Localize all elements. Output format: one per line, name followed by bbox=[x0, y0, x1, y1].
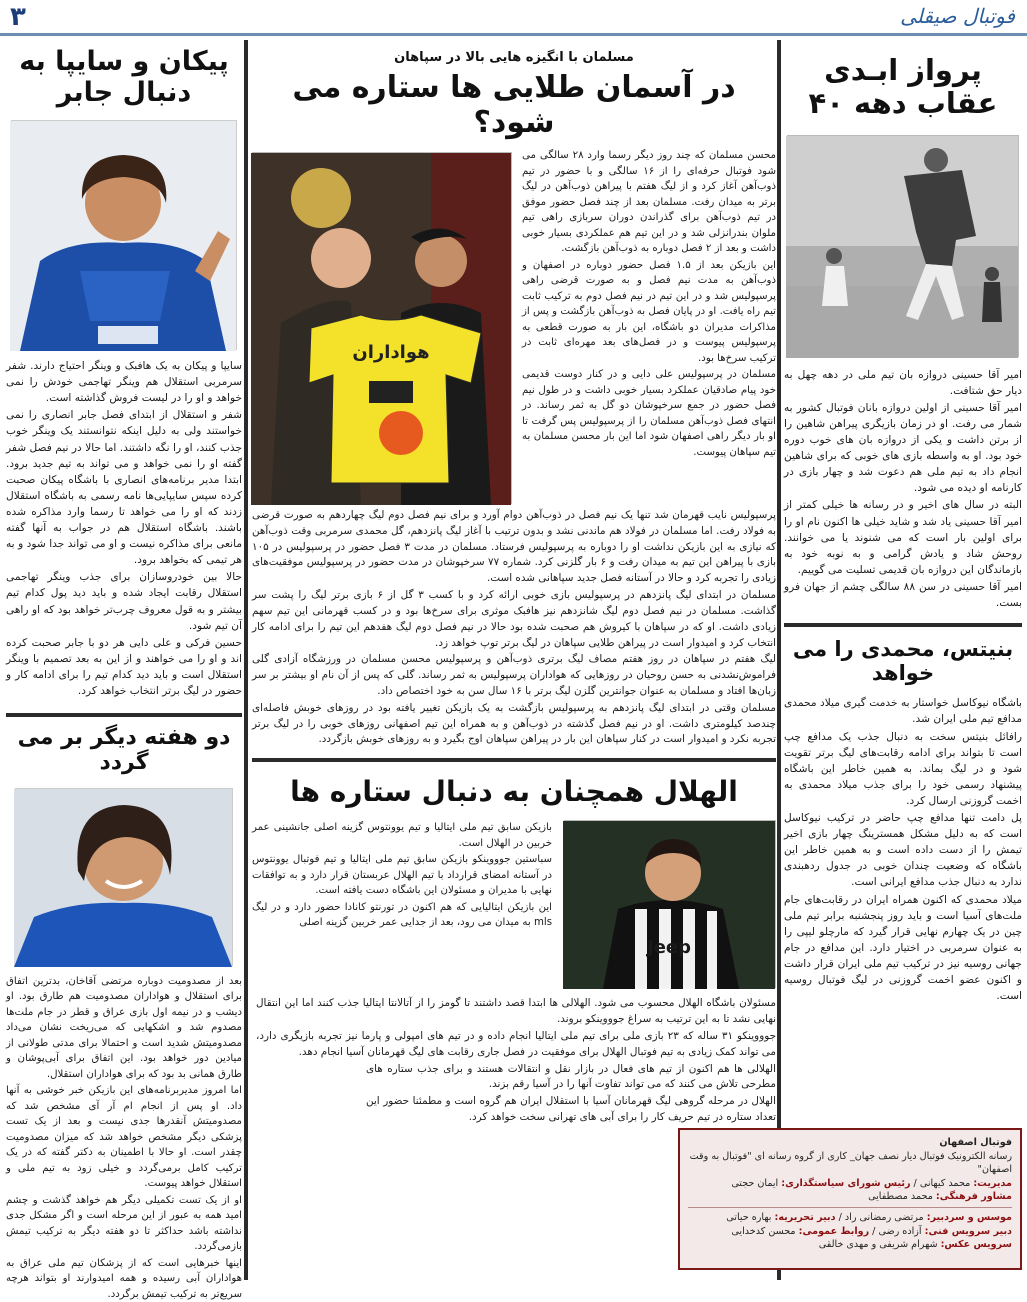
story-body-peykan-saipa bbox=[6, 358, 242, 699]
credits-label: سرویس عکس: bbox=[940, 1239, 1012, 1251]
top-bar bbox=[0, 0, 1027, 36]
paragraph: مسلمان وقتی در ابتدای لیگ پانزدهم به پرسپولیس بازگشت به یک بازیکن تغییر یافته بود در روزهای خوبش فاصله‌ای چندصد کیلومتری داشت. او در نیم فصل گذشته در ذوب‌آهن و به همراه این تیم اصفهانی روزهای خوبی را در لیگ برتر تجربه نکرد و امیدوار است در کنار سپاهان این بار در پیراهن سپاهان اوج بگیرد و به روزهای خوبش بازگردد. bbox=[252, 701, 776, 746]
section-divider bbox=[784, 623, 1022, 627]
credits-title: فوتبال اصفهان bbox=[939, 1137, 1012, 1148]
credits-value: مرتضی رمضانی راد bbox=[844, 1212, 924, 1224]
photo-jaber-ansari bbox=[11, 120, 237, 350]
masthead-credits-box bbox=[678, 1128, 1022, 1270]
paragraph: سایپا و پیکان به یک هافبک و وینگر احتیاج دارند. شفر سرمربی استقلال هم وینگر تهاجمی خودش را نمی خواهد و او را در لیست فروش گذاشته است. bbox=[6, 360, 242, 405]
paragraph: بعد از مصدومیت دوباره مرتضی آقاخان، بدترین اتفاق برای استقلال و هواداران مصدومیت هم طارق بود. او دیشب و در نیمه اول بازی عراق و قطر در جام ملت‌ها مصدوم شد و اشکهایی که می‌ریخت نشان می‌داد مصدومیتش شدید است و احتمالا برای مدتی طولانی از میادین دور خواهد بود. این اتفاق برای آبی‌پوشان و طارق همانی بد بود که برای هواداران استقلال. bbox=[6, 975, 242, 1080]
player-blue-kit-illustration bbox=[10, 121, 236, 351]
photo-giovinco bbox=[564, 820, 776, 988]
paragraph: اینها خبرهایی است که از پزشکان تیم ملی عراق به هواداران آبی رسیده و همه امیدوارند او بتواند هرچه سریع‌تر به ترکیب تیمش برگردد. bbox=[6, 1257, 242, 1300]
vintage-match-illustration bbox=[786, 136, 1018, 358]
credits-photo-row bbox=[688, 1238, 1012, 1252]
credits-value: بهاره حیاتی bbox=[726, 1212, 772, 1224]
paragraph: مسلمان در پرسپولیس علی دایی و در کنار دوست قدیمی خود پیام صادقیان عملکرد بسیار خوبی داشت و در طول نیم فصل حضور در جمع سرخپوشان دو گل به ثمر رساند. در انتهای فصل ذوب‌آهن مسلمان را از پرسپولیس پس گرفت تا او بار دیگر راهی اصفهان شود اما این بار محسن مسلمان به تیم سپاهان پیوست. bbox=[522, 369, 776, 458]
story-headline-alhilal: الهلال همچنان به دنبال ستاره ها bbox=[290, 775, 738, 809]
paragraph: پل دامت تنها مدافع چپ حاضر در ترکیب نیوکاسل است که به دلیل مشکل همسترینگ چهار بازی اخیر تیمش را از دست داده است و به همین خاطر این باشگاه که وضعیت چندان خوبی در جدول ردهبندی ندارد به دنبال جذب مدافع ایرانی است. bbox=[784, 812, 1022, 889]
story-body-moslemaan-beside bbox=[522, 148, 776, 461]
paragraph: الهلال در مرحله گروهی لیگ قهرمانان آسیا با استقلال ایران هم گروه است و مطمئنا حضور این تعداد ستاره در تیم حریف کار را برای آبی های تهرانی سخت خواهد کرد. bbox=[366, 1095, 776, 1124]
story-headline-two-weeks: دو هفته دیگر بر می گردد bbox=[17, 725, 231, 776]
paragraph: امیر آقا حسینی دروازه بان تیم ملی در دهه چهل به دیار حق شتافت. bbox=[784, 368, 1022, 397]
paragraph: باشگاه نیوکاسل خواستار به خدمت گیری میلاد محمدی مدافع تیم ملی ایران شد. bbox=[784, 697, 1022, 726]
paragraph: حالا بین خودروسازان برای جذب وینگر تهاجمی استقلال رقابت ایجاد شده و باید دید پول کدام تیم بیشتر و به قول معروف چرب‌تر خواهد بود که او راهی آن تیم شود. bbox=[6, 571, 242, 632]
credits-label: دبیر تحریریه: bbox=[774, 1212, 836, 1224]
credits-value: محمد کیهانی bbox=[919, 1177, 971, 1189]
credits-value: محمد مصطفایی bbox=[868, 1191, 933, 1203]
credits-label: مدیریت: bbox=[973, 1177, 1012, 1189]
paragraph: امیر آقا حسینی از اولین دروازه بانان فوتبال کشور به شمار می رفت. او در زمان بازیگری پیراهن شاهین را از برتن داشت و یکی از دروازه بان های خوب دوره خود بود. او به واسطه بازی های خوبی که برای شاهین انجام داد به تیم ملی هم دعوت شد و چهار بازی در کارنامه او دیده می شود. bbox=[784, 401, 1022, 495]
credits-cultural-row bbox=[688, 1190, 1012, 1204]
paragraph: رافائل بنیتس سخت به دنبال جذب یک مدافع چپ است تا بتواند برای ادامه رقابت‌های لیگ برتر تقویت شود و در لیگ بماند. به همین خاطر این باشگاه پیشنهاد رسمی خود را برای جذب میلاد محمدی به اخمت گروزنی ارسال کرد. bbox=[784, 730, 1022, 807]
column-divider-right bbox=[777, 40, 781, 1280]
credits-value: ایمان حجتی bbox=[731, 1177, 779, 1189]
paragraph: جوووینکو ۳۱ ساله که ۲۳ بازی ملی برای تیم ملی ایتالیا انجام داده و در تیم های امپولی و پارما نیز تجربه بازیگری دارد، می تواند کمک زیادی به تیم فوتبال الهلال برای موفقیت در فصل جاری رقابت های لیگ قهرمانان آسیا انجام دهد. bbox=[256, 1030, 777, 1058]
credits-value: محسن کدخدایی bbox=[731, 1225, 796, 1237]
paragraph: محسن مسلمان که چند روز دیگر رسما وارد ۲۸ سالگی می شود فوتبال حرفه‌ای را از ۱۶ سالگی و با حضور در تیم ذوب‌آهن آغاز کرد و از لیگ هفتم با پیراهن ذوب‌آهن در لیگ برتر به میدان رفت. مسلمان بعد از چند فصل حضور موفق در تیم ذوب‌آهن برای گذراندن دوران سربازی راهی تیم ملوان بندرانزلی شد و در این تیم هم عملکردی بسیار خوبی داشت و بعد از ۲ فصل دوباره به ذوب‌آهن بازگشت. bbox=[522, 150, 776, 254]
paragraph: این بازیکن ایتالیایی که هم اکنون در تورنتو کانادا حضور دارد و در لیگ mls به میدان می رود، بعد از جدایی عمر خربین گزینه اصلی bbox=[252, 901, 552, 929]
player-portrait-illustration bbox=[14, 789, 232, 967]
photo-vintage-goalkeeper bbox=[787, 135, 1019, 357]
paragraph: لیگ هفتم در سپاهان در روز هفتم مصاف لیگ برتری ذوب‌آهن و پرسپولیس محسن مسلمان در ورزشگاه آزادی گلی فراموش‌نشدنی به حسن روحیان در روزهایی که هواداران پرسپولیس به ثمر رساند. گلی که پس از آن نام او بیشتر بر سر زبان‌ها افتاد و مسلمان به عنوان جوانترین گلزن لیگ برتر با ۱۶ سال سن به خود اختصاص داد. bbox=[252, 653, 776, 697]
credits-label: رئیس شورای سیاستگذاری: bbox=[781, 1177, 911, 1189]
story-block-moslemaan bbox=[252, 148, 776, 508]
photo-sardar-azmoun bbox=[15, 788, 233, 966]
jersey-sponsor-text: Jeep bbox=[647, 937, 691, 959]
paragraph: اما امروز مدیربرنامه‌های این بازیکن خبر خوشی به آنها داد. او پس از انجام ام آر آی مشخص شد که مصدومیتش آنقدرها جدی نیست و بعد از یک تست پزشکی دیگر مشخص خواهد شد که میزان مصدومیت چقدر است. او حالا با اطمینان به دکتر گفته که در یک ترکیب کامل برمی‌گردد و خیلی زود به تیم ملی و استقلال خواهد پیوست. bbox=[6, 1085, 242, 1190]
credits-value: آزاده رضی bbox=[878, 1225, 922, 1237]
left-column bbox=[6, 40, 242, 1300]
story-body-two-weeks bbox=[6, 974, 242, 1302]
brand-logo: فوتبال صیقلی bbox=[900, 4, 1015, 28]
story-body-alhilal-beside bbox=[252, 820, 552, 932]
paragraph: امیر آقا حسینی در سن ۸۸ سالگی چشم از جهان فرو بست. bbox=[784, 580, 1022, 609]
alhilal-tail-block bbox=[366, 1062, 776, 1126]
credits-tech-row: دبیر سرویس فنی: آزاده رضی / روابط عمومی: محسن کدخدایی bbox=[731, 1225, 1012, 1237]
credits-label: دبیر سرویس فنی: bbox=[924, 1225, 1012, 1237]
story-body-benitez bbox=[784, 695, 1022, 1004]
story-kicker-moslemaan: مسلمان با انگیزه هایی بالا در سپاهان bbox=[394, 50, 634, 65]
page-number: ۳ bbox=[10, 2, 26, 32]
paragraph: البته در سال های اخیر و در رسانه ها خیلی کمتر از امیر آقا حسینی یاد شد و شاید خیلی ها اکنون نام او را برای اولین بار است که می شنوند یا می خوانند. روحش شاد و یادش گرامی و به نوبه خود به بازماندگان این دروازه بان قدیمی تسلیت می گوییم. bbox=[784, 499, 1022, 576]
paragraph: پرسپولیس نایب قهرمان شد تنها یک نیم فصل در ذوب‌آهن دوام آورد و برای نیم فصل دوم لیگ چهاردهم به صورت قرضی به فولاد رفت. اما مسلمان در فولاد هم ماندنی نشد و بدون ترتیب با آغاز لیگ پانزدهم، گل محمدی سرمربی وقت ذوب‌آهن که نیازی به این بازیکن نداشت او را دوباره به پرسپولیس فرستاد. مسلمان در مدت ۳ فصل حضور در پرسپولیس در ۱۰۵ بازی با پیراهن این تیم به میدان رفت و ۶ بار گلزنی کرد. شماره ۷۷ سرخپوشان در مدت حضور در پرسپولیس موفقیت‌های زیادی را تجربه کرد و حالا در آستانه فصل جدید سپاهانی شده است. bbox=[252, 509, 777, 585]
paragraph: حسین فرکی و علی دایی هر دو با جابر صحبت کرده اند و او را می خواهند و از این به بعد تصمیم با وینگر استقلال است و باید دید کدام تیم را برای ادامه کار و حضور در لیگ برتر انتخاب خواهد کرد. bbox=[6, 636, 242, 697]
player-juventus-illustration bbox=[563, 821, 775, 989]
section-divider bbox=[252, 758, 776, 762]
story-headline-moslemaan: در آسمان طلایی ها ستاره می شود؟ bbox=[292, 70, 736, 140]
section-divider bbox=[6, 713, 242, 717]
paragraph: میلاد محمدی که اکنون همراه ایران در رقابت‌های جام ملت‌های آسیا است و باید روز پنجشنبه برابر تیم ملی چین در یک چهارم نهایی قرار گیرد که مارچلو لیپی را به عنوان سرمربی در اختیار دارد. این مدافع در جام جهانی روسیه نیز در ترکیب تیم ملی ایران قرار داشت و اکنون عضو اخمت گروزنی در لیگ فوتبال روسیه است. bbox=[784, 893, 1022, 1003]
credits-editor-row: موسس و سردبیر: مرتضی رمضانی راد / دبیر تحریریه: بهاره حیاتی bbox=[726, 1212, 1012, 1224]
paragraph: این بازیکن بعد از ۱.۵ فصل حضور دوباره در اصفهان و ذوب‌آهن به مدت نیم فصل و به صورت قرضی راهی پرسپولیس شد و در این تیم در نیم فصل دوم به ترکیب ثابت تیم راه یافت. او در پایان فصل به ذوب‌آهن بازگشت و پس از مذاکرات مدیران دو باشگاه، این بار به صورت قطعی به پرسپولیس پیوست و در فصل‌های بعد مهره‌ای ثابت در ترکیب سرخ‌ها بود. bbox=[522, 259, 776, 364]
credits-label: مشاور فرهنگی: bbox=[935, 1191, 1012, 1203]
credits-value: شهرام شریفی و مهدی خالقی bbox=[818, 1239, 938, 1251]
column-divider-left bbox=[244, 40, 248, 1280]
paragraph: سباستین جوووینکو بازیکن سابق تیم ملی ایتالیا و تیم فوتبال یوونتوس در آستانه امضای قرارداد با تیم الهلال عربستان قرار دارد و به توافقات نهایی با مدیران و مسئولان این باشگاه دست یافته است. bbox=[252, 854, 552, 897]
story-headline-agha-hosseini: پرواز ابـدی عقاب دهه ۴۰ bbox=[808, 53, 998, 121]
credits-description: رسانه الکترونیک فوتبال دیار نصف جهان_ کاری از گروه رسانه ای "فوتبال به وقت اصفهان" bbox=[689, 1150, 1012, 1176]
photo-moslemaan-jersey bbox=[252, 152, 512, 504]
story-body-agha-hosseini bbox=[784, 367, 1022, 611]
paragraph: مسئولان باشگاه الهلال محسوب می شود. الهلالی ها ابتدا قصد داشتند تا گومز را از آتالانتا ایتالیا جذب کنند اما این انتقال نهایی نشد تا به این ترتیب به سراغ جوووینکو بروند. bbox=[256, 997, 776, 1026]
paragraph: شفر و استقلال از ابتدای فصل جابر انصاری را نمی خواستند ولی به دلیل اینکه نتوانستند یک وینگر خوب جذب کنند، او را نگه داشتند. اما حالا در نیم فصل شفر گفته او را نمی خواهد و می تواند به تیم جدید برود. ابتدا مدیر برنامه‌های انصاری با باشگاه پیکان صحبت کرده سپس سایپایی‌ها نامه رسمی به باشگاه استقلال زدند که او را می خواهد تا رسما وارد مذاکره شده باشند. باشگاه استقلال هم در جواب به آنها گفته مانعی برای مذاکره نیست و او می تواند جدا شود و به هر تیمی که بخواهد برود. bbox=[6, 409, 242, 567]
story-body-alhilal-full bbox=[256, 996, 776, 1126]
credits-label: موسس و سردبیر: bbox=[926, 1212, 1012, 1224]
jersey-sponsor-text: هواداران bbox=[352, 342, 430, 363]
paragraph: بازیکن سابق تیم ملی ایتالیا و تیم یوونتوس گزینه اصلی جانشینی عمر خربین در الهلال است. bbox=[252, 822, 552, 849]
credits-label: روابط عمومی: bbox=[798, 1225, 870, 1237]
story-headline-benitez: بنیتس، محمدی را می خواهد bbox=[792, 637, 1014, 686]
credits-management-row: مدیریت: محمد کیهانی / رئیس شورای سیاستگذاری: ایمان حجتی bbox=[731, 1177, 1012, 1189]
paragraph: الهلالی ها هم اکنون از تیم های فعال در بازار نقل و انتقالات هستند و برای جذب ستاره های مطرحی تلاش می کنند که می تواند تفاوت آنها را در آسیا رقم بزند. bbox=[366, 1062, 776, 1091]
right-column bbox=[784, 40, 1022, 1280]
credits-divider bbox=[688, 1207, 1012, 1208]
middle-column bbox=[252, 40, 779, 1280]
story-body-moslemaan-full bbox=[252, 508, 776, 748]
story-block-alhilal bbox=[252, 820, 776, 990]
story-headline-peykan-saipa: پیکان و سایپا به دنبال جابر bbox=[19, 46, 229, 109]
paragraph: مسلمان در ابتدای لیگ پانزدهم در پرسپولیس بازی خوبی ارائه کرد و با کسب ۳ گل از ۶ بازی برتر لیگ را پشت سر گذاشت. مسلمان در نیم فصل دوم لیگ شانزدهم نیز هافبک موثری برای سرخ‌ها بود و در کسب قهرمانی این تیم سهم زیادی داشت. او که در سپاهان با کیروش هم صحبت شده بود حالا در نیم فصل دوم لیگ هفدهم این تیم را برای ادامه کار انتخاب کرد و امیدوار است در پیراهن طلایی سپاهان در لیگ برتر توپ خواهد زد. bbox=[252, 589, 776, 649]
paragraph: او از یک تست تکمیلی دیگر هم خواهد گذشت و چشم امید همه به عبور از این مرحله است و اگر مشکل جدی نداشته باشد حداکثر تا دو هفته دیگر به ترکیب تیمش بازمی‌گردد. bbox=[6, 1194, 242, 1253]
jersey-presentation-illustration bbox=[251, 153, 511, 505]
